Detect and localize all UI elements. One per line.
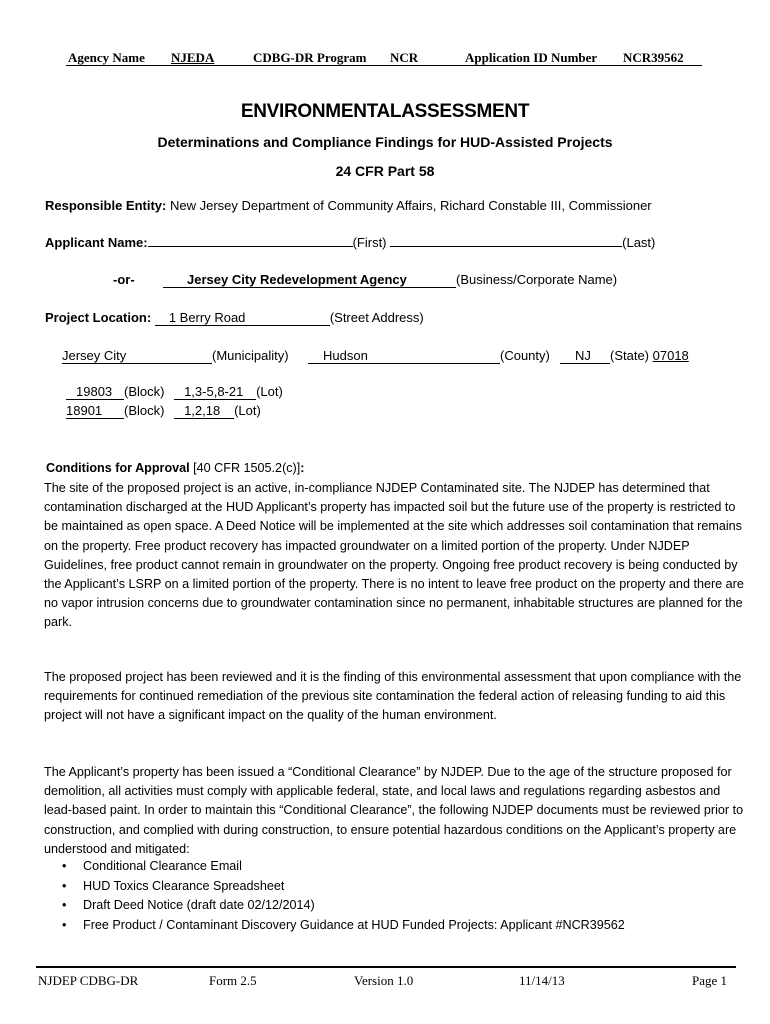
applicant-first-name-field [148, 246, 353, 247]
last-name-caption: (Last) [622, 235, 656, 250]
required-documents-list [62, 857, 625, 935]
street-address-value: 1 Berry Road [155, 310, 330, 326]
project-location-row [45, 310, 424, 326]
county-row [308, 348, 550, 364]
footer-divider [36, 966, 736, 968]
county-caption: (County) [500, 348, 550, 363]
applicant-name-row [45, 235, 655, 250]
state-caption: (State) [610, 348, 650, 363]
responsible-entity-label: Responsible Entity: [45, 198, 167, 213]
block-value: 19803 [66, 384, 124, 400]
application-id-value: NCR39562 [623, 50, 684, 65]
lot-value: 1,3-5,8-21 [174, 384, 256, 400]
block-lot-row [66, 384, 283, 400]
county-value: Hudson [308, 348, 500, 364]
block-lot-row [66, 403, 261, 419]
conditions-paragraph: The site of the proposed project is an active, in-compliance NJDEP Contaminated site. The NJDEP has determined that contamination discharged at the HUD Applicant’s property has impacted soil but the future use of the property is restricted to be maintained as open space. A Deed Notice will be implemented at the site which addresses soil contamination that remains on the property. Free product recovery has impacted groundwater on a limited portion of the property. Under NJDEP Guidelines, free product cannot remain in groundwater on the property. Ongoing free product recovery is being conducted by the Applicant’s LSRP on a limited portion of the property. There is no intent to leave free product on the property and there are no vapor intrusion concerns due to groundwater contamination since no permanent, inhabitable structures are planned for the park. [44, 481, 744, 630]
conditions-citation: [40 CFR 1505.2(c)] [193, 461, 301, 475]
lot-caption: (Lot) [234, 403, 261, 418]
lot-value: 1,2,18 [174, 403, 234, 419]
applicant-name-label: Applicant Name: [45, 235, 148, 250]
footer-org: NJDEP CDBG-DR [38, 973, 139, 988]
document-title: ENVIRONMENTALASSESSMENT [240, 101, 530, 122]
block-caption: (Block) [124, 384, 165, 399]
state-value: NJ [560, 348, 610, 364]
conditions-heading-label: Conditions for Approval [46, 461, 190, 475]
state-row [560, 348, 689, 364]
agency-name-value: NJEDA [171, 50, 215, 65]
block-caption: (Block) [124, 403, 165, 418]
block-value: 18901 [66, 403, 124, 419]
clearance-paragraph: The Applicant’s property has been issued a “Conditional Clearance” by NJDEP. Due to the age of the structure proposed for demolition, all activities must comply with applicable federal, state, and local laws and regulations regarding asbestos and lead-based paint. In order to maintain this “Conditional Clearance”, the following NJDEP documents must be reviewed prior to construction, and complied with during construction, to ensure potential hazardous conditions on the Applicant’s property are understood and mitigated: [44, 765, 744, 856]
business-name-value: Jersey City Redevelopment Agency [163, 272, 456, 288]
business-name-row [163, 272, 617, 288]
list-item: • Free Product / Contaminant Discovery Guidance at HUD Funded Projects: Applicant #NCR39562 [62, 916, 625, 936]
conditions-heading [46, 461, 304, 475]
document-subtitle: Determinations and Compliance Findings for HUD-Assisted Projects [157, 134, 613, 150]
list-item: • HUD Toxics Clearance Spreadsheet [62, 877, 625, 897]
footer-date: 11/14/13 [519, 973, 565, 988]
responsible-entity-row [45, 198, 652, 213]
municipality-value: Jersey City [62, 348, 212, 364]
applicant-last-name-field [390, 246, 622, 247]
or-label: -or- [113, 272, 135, 287]
first-name-caption: (First) [352, 235, 387, 250]
business-name-caption: (Business/Corporate Name) [456, 272, 618, 287]
municipality-caption: (Municipality) [212, 348, 289, 363]
lot-caption: (Lot) [256, 384, 283, 399]
program-value: NCR [390, 50, 419, 65]
footer-page-number: Page 1 [692, 973, 728, 988]
conditions-colon: : [300, 461, 305, 475]
application-id-label: Application ID Number [465, 50, 598, 65]
header-underline [66, 65, 702, 66]
list-item: • Conditional Clearance Email [62, 857, 625, 877]
footer-version: Version 1.0 [354, 973, 414, 988]
municipality-row [62, 348, 289, 364]
zip-code-value: 07018 [652, 348, 689, 363]
responsible-entity-value: New Jersey Department of Community Affairs, Richard Constable III, Commissioner [169, 198, 652, 213]
street-address-caption: (Street Address) [329, 310, 424, 325]
program-label: CDBG-DR Program [253, 50, 367, 65]
finding-paragraph: The proposed project has been reviewed and it is the finding of this environmental assessment that upon compliance with the requirements for continued remediation of the previous site contamination the federal action of releasing funding to aid this project will not have a significant impact on the quality of the human environment. [44, 670, 742, 723]
project-location-label: Project Location: [45, 310, 152, 325]
footer-form: Form 2.5 [209, 973, 257, 988]
cfr-reference: 24 CFR Part 58 [335, 163, 435, 179]
list-item: • Draft Deed Notice (draft date 02/12/2014) [62, 896, 625, 916]
agency-name-label: Agency Name [68, 50, 145, 65]
